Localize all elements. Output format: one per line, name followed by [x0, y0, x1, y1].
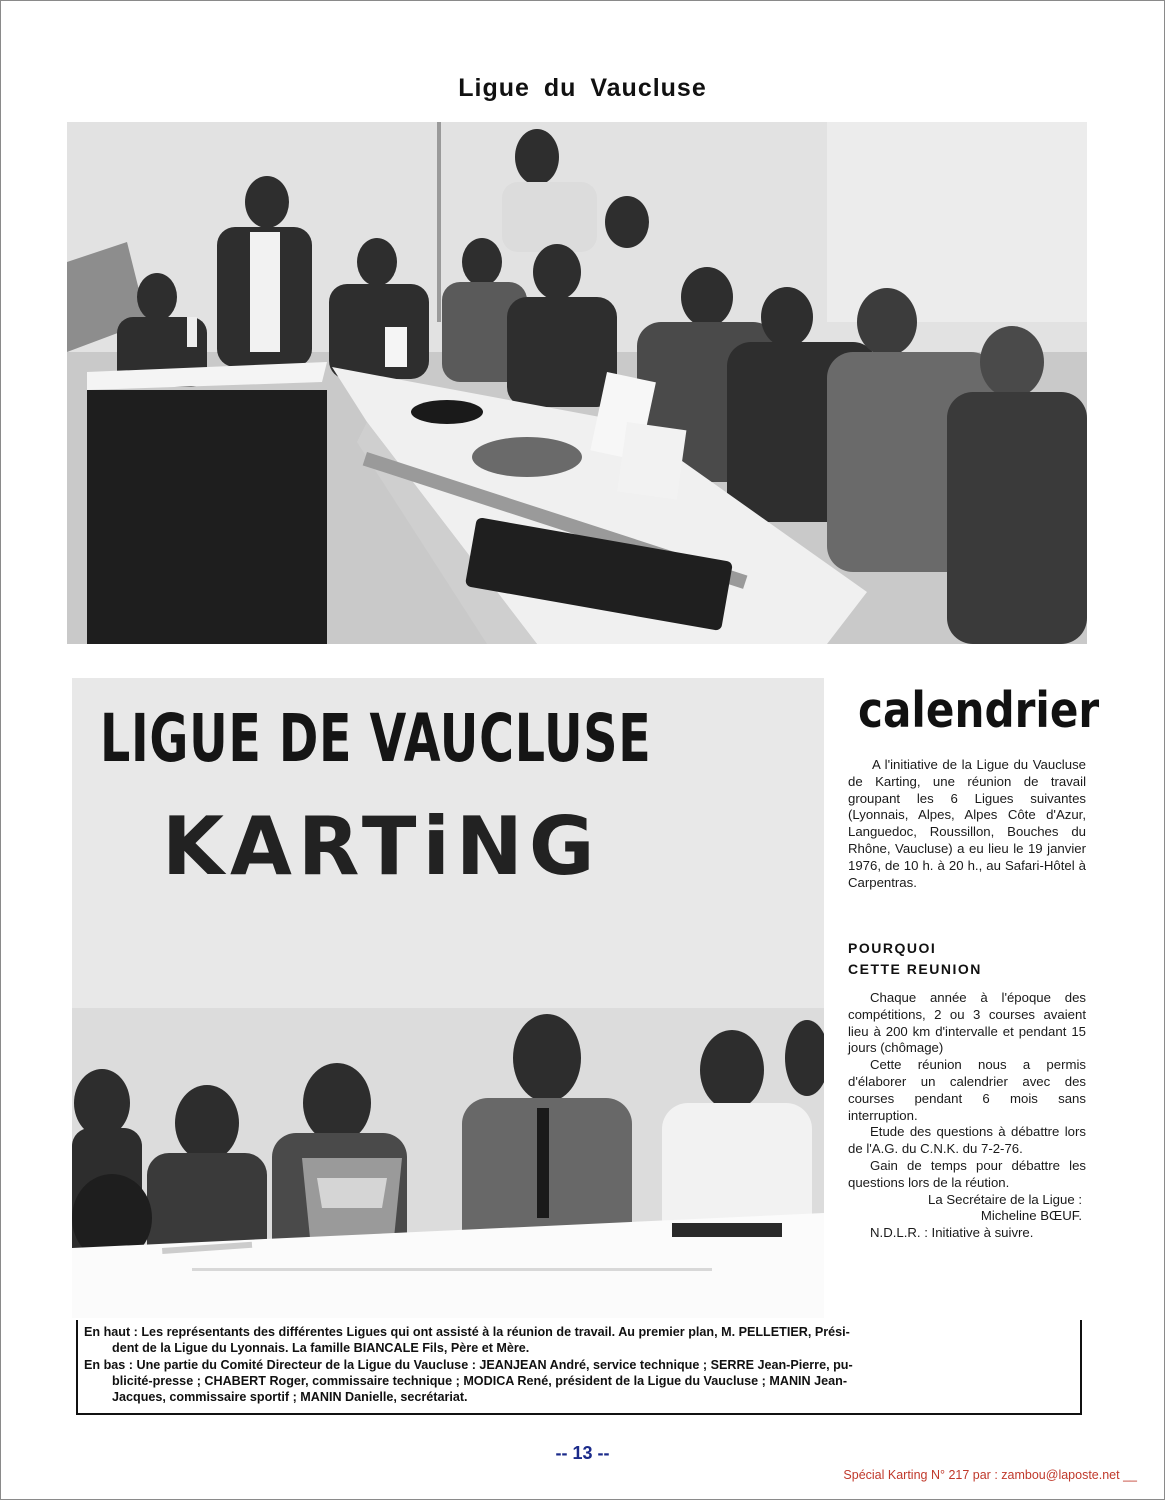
caption-bottom-line: blicité-presse ; CHABERT Roger, commissaire technique ; MODICA René, président de la Ligue du Vaucluse ; MANIN Jean-	[112, 1373, 848, 1388]
footer-text: Spécial Karting N° 217 par :	[843, 1468, 998, 1482]
banner-text-karting: KARTiNG	[162, 800, 601, 893]
page-title: Ligue du Vaucluse	[458, 74, 707, 102]
section-heading-line1: POURQUOI	[848, 940, 937, 956]
banner-text-ligue: LIGUE DE VAUCLUSE	[100, 700, 652, 777]
paragraph: Cette réunion nous a permis d'élaborer un calendrier avec des courses pendant 6 mois sans interruption.	[848, 1057, 1086, 1123]
committee-illustration	[72, 1008, 824, 1318]
committee-photo	[72, 678, 824, 1318]
signature-line: La Secrétaire de la Ligue :	[928, 1191, 1082, 1207]
page-number: -- 13 --	[555, 1443, 610, 1463]
editor-note: N.D.L.R. : Initiative à suivre.	[870, 1225, 1034, 1241]
footer-email[interactable]: zambou@laposte.net	[1001, 1468, 1120, 1482]
committee-members	[72, 1008, 824, 1318]
caption-bottom-line: Jacques, commissaire sportif ; MANIN Danielle, secrétariat.	[112, 1390, 468, 1405]
calendrier-title: calendrier	[858, 682, 1100, 739]
footer-trail: __	[1123, 1468, 1137, 1482]
intro-paragraph: A l'initiative de la Ligue du Vaucluse de Karting, une réunion de travail groupant les 6 Ligues suivantes (Lyonnais, Alpes, Alpes Côte d'Azur, Languedoc, Roussillon, Bouches du Rhône, Vaucluse) a eu lieu le 19 janvier 1976, de 10 h. à 20 h., au Safari-Hôtel à Carpentras.	[848, 757, 1086, 890]
paragraph: Chaque année à l'époque des compétitions, 2 ou 3 courses avaient lieu à 200 km d'intervalle et pendant 15 jours (chômage)	[848, 990, 1086, 1056]
footer	[843, 1468, 1137, 1482]
signature-name: Micheline BŒUF.	[980, 1208, 1082, 1224]
meeting-photo-illustration	[67, 122, 1087, 644]
section-heading-line2: CETTE REUNION	[848, 961, 982, 977]
photo-caption	[76, 1320, 1082, 1415]
caption-top-line: dent de la Ligue du Lyonnais. La famille BIANCALE Fils, Père et Mère.	[112, 1341, 530, 1356]
paragraph: Gain de temps pour débattre les questions lors de la réution.	[848, 1157, 1086, 1190]
caption-top-line: En haut : Les représentants des différentes Ligues qui ont assisté à la réunion de travail. Au premier plan, M. PELLETIER, Prési-	[84, 1325, 850, 1339]
meeting-photo	[67, 122, 1087, 644]
caption-bottom-line: En bas : Une partie du Comité Directeur de la Ligue du Vaucluse : JEANJEAN André, service technique ; SERRE Jean-Pierre, pu-	[84, 1357, 853, 1372]
reason-paragraphs	[848, 990, 1086, 1242]
paragraph: Etude des questions à débattre lors de l'A.G. du C.N.K. du 7-2-76.	[848, 1124, 1086, 1157]
